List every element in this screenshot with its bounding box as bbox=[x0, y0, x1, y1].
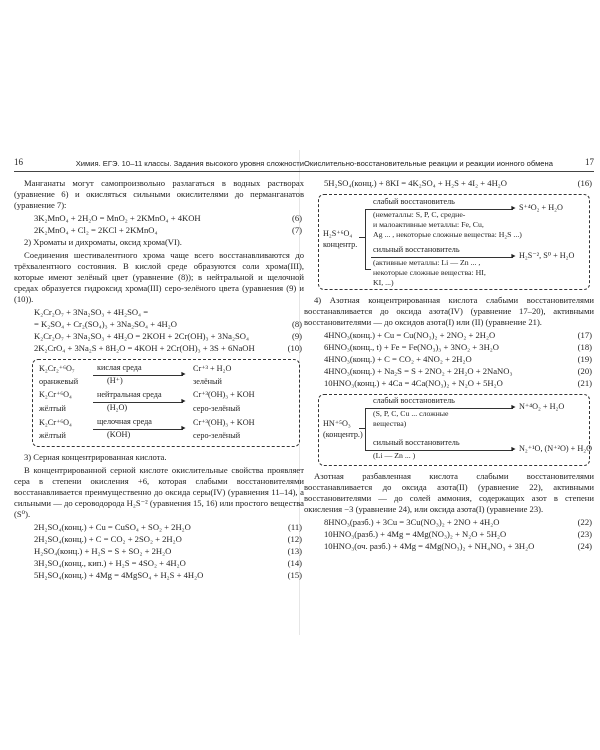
scheme-text: щелочная среда bbox=[97, 417, 152, 426]
scheme-text: вещества) bbox=[373, 419, 407, 428]
bracket-line bbox=[365, 209, 366, 269]
scheme-text: Cr⁺³(OH)₃ + KOH bbox=[193, 390, 255, 399]
right-header-title: Окислительно-восстановительные реакции и реакции ионного обмена bbox=[304, 159, 553, 169]
equation-24: 10HNO₃(оч. разб.) + 4Mg = 4Mg(NO₃)₂ + NH₄NO₃ + 3H₂O (24) bbox=[324, 541, 592, 551]
bracket-line bbox=[359, 428, 365, 429]
section-heading: 2) Хроматы и дихроматы, оксид хрома(VI). bbox=[24, 237, 182, 247]
scheme-text: оранжевый bbox=[39, 377, 79, 386]
left-running-header bbox=[14, 157, 304, 172]
scheme-text: концентр. bbox=[323, 240, 358, 249]
bracket-line bbox=[359, 237, 365, 238]
scheme-text: (неметаллы: S, P, C, средне- bbox=[373, 210, 466, 219]
scheme-text: (S, P, C, Cu ... сложные bbox=[373, 409, 449, 418]
scheme-text: (H₂O) bbox=[107, 403, 128, 412]
nitric-acid-scheme-box bbox=[318, 394, 590, 466]
scheme-text: Cr⁺³(OH)₃ + KOH bbox=[193, 418, 255, 427]
scheme-text: K₂Cr⁺⁶O₄ bbox=[39, 418, 72, 427]
scheme-text: серо-зелёный bbox=[193, 404, 241, 413]
equation-13: H₂SO₄(конц.) + H₂S = S + SO₂ + 2H₂O (13) bbox=[34, 546, 302, 556]
left-header-title: Химия. ЕГЭ. 10–11 классы. Задания высокого уровня сложности bbox=[75, 159, 304, 169]
arrow-head-icon: ► bbox=[510, 204, 517, 212]
arrow-head-icon: ► bbox=[510, 403, 517, 411]
scheme-text: N⁺⁴O₂ + H₂O bbox=[519, 402, 565, 411]
paragraph: В концентрированной серной кислоте окислительные свойства проявляет сера в степени окисления +6, которая слабыми восстановителями восстанавливается преимущественно до оксида серы(IV) (уравнения 11–14), а сильными — до сероводорода H₂S⁻² (уравнения 15, 16) или простого вещества (S⁰). bbox=[14, 465, 304, 519]
equation-9: K₂Cr₂O₇ + 3Na₂SO₃ + 4H₂O = 2KOH + 2Cr(OH)₃ + 3Na₂SO₄ (9) bbox=[34, 331, 302, 341]
scheme-text: Ag ... , некоторые сложные вещества: H₂S ...) bbox=[373, 230, 522, 239]
chromium-scheme-box bbox=[32, 359, 300, 447]
scheme-text: сильный восстановитель bbox=[373, 438, 460, 447]
equation-15: 5H₂SO₄(конц.) + 4Mg = 4MgSO₄ + H₂S + 4H₂O (15) bbox=[34, 570, 302, 580]
scheme-text: Cr⁺³ + H₂O bbox=[193, 364, 232, 373]
arrow-head-icon: ► bbox=[510, 445, 517, 453]
section-heading: 3) Серная концентрированная кислота. bbox=[24, 452, 167, 462]
scheme-text: сильный восстановитель bbox=[373, 245, 460, 254]
equation-17: 4HNO₃(конц.) + Cu = Cu(NO₃)₂ + 2NO₂ + 2H₂O (17) bbox=[324, 330, 592, 340]
scheme-text: HN⁺⁵O₃ bbox=[323, 419, 351, 428]
equation-12: 2H₂SO₄(конц.) + C = CO₂ + 2SO₂ + 2H₂O (12) bbox=[34, 534, 302, 544]
bracket-line bbox=[365, 408, 366, 450]
scheme-text: KI, ...) bbox=[373, 278, 394, 287]
scheme-text: S⁺⁴O₂ + H₂O bbox=[519, 203, 563, 212]
equation-16: 5H₂SO₄(конц.) + 8KI = 4K₂SO₄ + H₂S + 4I₂ + 4H₂O (16) bbox=[324, 178, 592, 188]
arrow-head-icon: ► bbox=[180, 370, 187, 378]
equation-23: 10HNO₃(разб.) + 4Mg = 4Mg(NO₃)₂ + N₂O + 5H₂O (23) bbox=[324, 529, 592, 539]
arrow-head-icon: ► bbox=[180, 397, 187, 405]
equation-18: 6HNO₃(конц., t) + Fe = Fe(NO₃)₃ + 3NO₂ + 3H₂O (18) bbox=[324, 342, 592, 352]
right-page-number: 17 bbox=[585, 157, 594, 168]
scheme-text: и малоактивные металлы: Fe, Cu, bbox=[373, 220, 484, 229]
scheme-text: кислая среда bbox=[97, 363, 142, 372]
scheme-text: (активные металлы: Li — Zn ... , bbox=[373, 258, 481, 267]
scheme-text: жёлтый bbox=[39, 404, 66, 413]
equation-14: 3H₂SO₄(конц., кип.) + H₂S = 4SO₂ + 4H₂O (14) bbox=[34, 558, 302, 568]
scheme-text: (Li — Zn ... ) bbox=[373, 451, 416, 460]
scheme-text: (H⁺) bbox=[107, 376, 123, 385]
paragraph: Соединения шестивалентного хрома чаще всего восстанавливаются до трёхвалентного состояния. В кислой среде образуются соли хрома(III), которые имеют зелёный цвет (уравнение (8)); в нейтральной и щелочной средах образуется гидроксид хрома(III) серо-зелёного цвета (уравнения (9) и (10)). bbox=[14, 250, 304, 304]
scheme-text: слабый восстановитель bbox=[373, 396, 455, 405]
right-page bbox=[304, 157, 594, 627]
equation-8a: K₂Cr₂O₇ + 3Na₂SO₃ + 4H₂SO₄ = bbox=[34, 307, 149, 317]
scheme-text: зелёный bbox=[193, 377, 222, 386]
scheme-text: (концентр.) bbox=[323, 430, 363, 439]
sulfuric-acid-scheme-box bbox=[318, 194, 590, 290]
equation-20: 4HNO₃(конц.) + Na₂S = S + 2NO₂ + 2H₂O + 2NaNO₃ (20) bbox=[324, 366, 592, 376]
scheme-text: N₂⁺¹O, (N⁺²O) + H₂O bbox=[519, 444, 592, 453]
scheme-text: H₂S⁻², S⁰ + H₂O bbox=[519, 251, 575, 260]
scheme-text: K₂Cr₂⁺⁶O₇ bbox=[39, 364, 75, 373]
bracket-line bbox=[365, 269, 371, 270]
arrow-head-icon: ► bbox=[180, 424, 187, 432]
scheme-text: нейтральная среда bbox=[97, 390, 162, 399]
equation-10: 2K₂CrO₄ + 3Na₂S + 8H₂O = 4KOH + 2Cr(OH)₃ + 3S + 6NaOH (10) bbox=[34, 343, 302, 353]
equation-6: 3K₂MnO₄ + 2H₂O = MnO₂ + 2KMnO₄ + 4KOH (6) bbox=[34, 213, 302, 223]
paragraph: 4) Азотная концентрированная кислота слабыми восстановителями восстанавливается до оксида азота(IV) (уравнение 17–20), активными восстановителями — до оксидов азота(I) или (II) (уравнение 21). bbox=[304, 295, 594, 327]
equation-21: 10HNO₃(конц.) + 4Ca = 4Ca(NO₃)₂ + N₂O + 5H₂O (21) bbox=[324, 378, 592, 388]
left-page bbox=[14, 157, 304, 627]
scheme-text: K₂Cr⁺⁶O₄ bbox=[39, 390, 72, 399]
left-page-number: 16 bbox=[14, 157, 23, 168]
scheme-text: серо-зелёный bbox=[193, 431, 241, 440]
equation-7: 2K₂MnO₄ + Cl₂ = 2KCl + 2KMnO₄ (7) bbox=[34, 225, 302, 235]
arrow-head-icon: ► bbox=[510, 252, 517, 260]
right-running-header bbox=[304, 157, 594, 172]
scheme-text: жёлтый bbox=[39, 431, 66, 440]
scheme-text: (KOH) bbox=[107, 430, 131, 439]
equation-22: 8HNO₃(разб.) + 3Cu = 3Cu(NO₃)₂ + 2NO + 4H₂O (22) bbox=[324, 517, 592, 527]
paragraph: Манганаты могут самопроизвольно разлагаться в водных растворах (уравнение 6) и окисляться сильными окислителями до перманганатов (уравнение 7): bbox=[14, 178, 304, 210]
paragraph: Азотная разбавленная кислота слабыми восстановителями восстанавливается до оксида азота(II) (уравнение 22), активными восстановителями — до солей аммония, содержащих азот в степени окисления −3 (уравнение 24), или оксида азота(I) (уравнение 23). bbox=[304, 471, 594, 514]
equation-11: 2H₂SO₄(конц.) + Cu = CuSO₄ + SO₂ + 2H₂O (11) bbox=[34, 522, 302, 532]
equation-8: = K₂SO₄ + Cr₂(SO₄)₃ + 3Na₂SO₄ + 4H₂O (8) bbox=[34, 319, 302, 329]
scheme-text: H₂S⁺⁶O₄ bbox=[323, 229, 353, 238]
equation-19: 4HNO₃(конц.) + C = CO₂ + 4NO₂ + 2H₂O (19) bbox=[324, 354, 592, 364]
scheme-text: некоторые сложные вещества: HI, bbox=[373, 268, 486, 277]
scheme-text: слабый восстановитель bbox=[373, 197, 455, 206]
